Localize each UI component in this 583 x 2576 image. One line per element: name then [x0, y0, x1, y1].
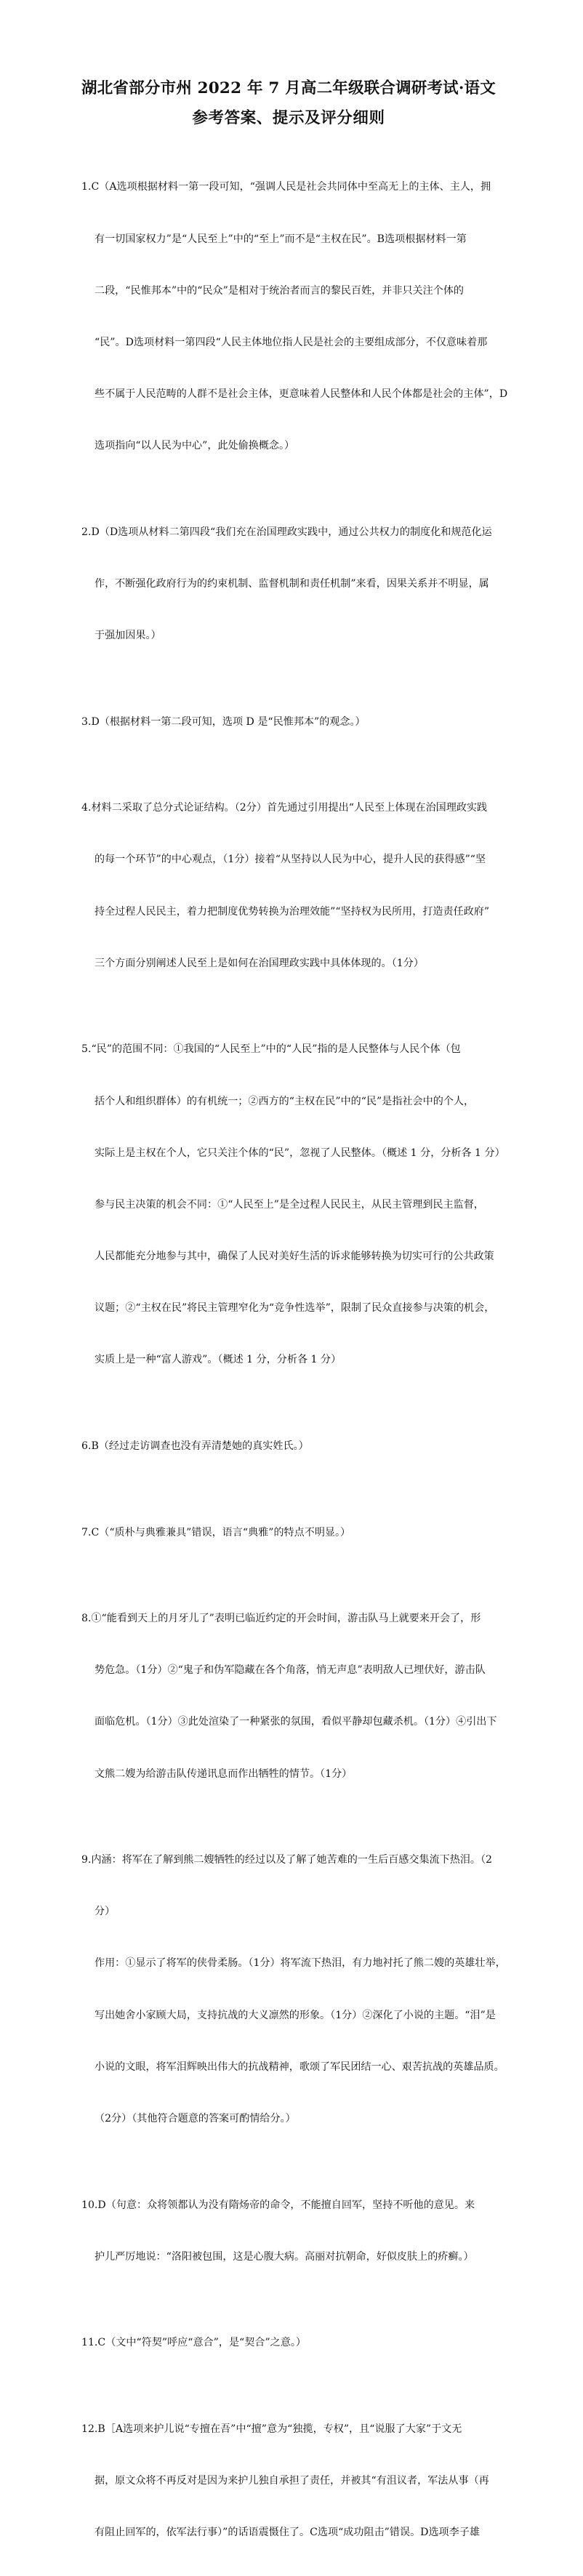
- answer-line: 面临危机。（1分）③此处渲染了一种紧张的氛围，看似平静却包藏杀机。（1分）④引出下: [95, 1716, 497, 1728]
- answer-3: [81, 679, 583, 766]
- answer-8: [81, 1576, 583, 1818]
- answer-line: 议题；②“主权在民”将民主管理窄化为“竞争性选举”，限制了民众直接参与决策的机会，: [95, 1302, 495, 1315]
- answer-line: 实际上是主权在个人，它只关注个体的“民”，忽视了人民整体。（概述 1 分，分析各 1 分）: [95, 1147, 505, 1159]
- answer-line: 选项指向“以人民为中心”，此处偷换概念。）: [95, 440, 295, 452]
- answer-line: 5.“民”的范围不同：①我国的“人民至上”中的“人民”指的是人民整体与人民个体（包: [81, 1043, 461, 1056]
- answer-line: 3.D（根据材料一第二段可知，选项 D 是“民惟邦本”的观念。）: [81, 715, 366, 728]
- answer-line: 写出她舍小家顾大局，支持抗战的大义凛然的形象。（1分）②深化了小说的主题。“泪”是: [95, 2009, 496, 2021]
- answer-line: 4.材料二采取了总分式论证结构。（2分）首先通过引用提出“人民至上体现在治国理政实践: [81, 802, 488, 814]
- answer-line: 人民都能充分地参与其中，确保了人民对美好生活的诉求能够转换为切实可行的公共政策: [95, 1251, 494, 1262]
- answer-line: 有一切国家权力”是“人民至上”中的“至上”而不是“主权在民”。B选项根据材料一第: [95, 233, 467, 245]
- answer-5: [81, 1007, 583, 1404]
- answer-line: 护儿严厉地说：“洛阳被包围，这是心腹大病。高丽对抗朝命，好似皮肤上的疥癣。）: [95, 2250, 474, 2263]
- answer-line: 分）: [95, 1906, 116, 1918]
- answer-line: 据，原文众将不再反对是因为来护儿独自承担了责任，并被其“有沮议者，军法从事（再: [95, 2475, 489, 2487]
- answer-9: [81, 1818, 583, 2162]
- answer-line: 10.D（句意：众将领都认为没有隋炀帝的命令，不能擅自回军，坚持不听他的意见。来: [81, 2199, 475, 2211]
- answer-line: 6.B（经过走访调查也没有弄清楚她的真实姓氏。）: [81, 1440, 309, 1452]
- document-subtitle: 参考答案、提示及评分细则: [192, 109, 385, 127]
- answer-line: 的每一个环节”的中心观点，（1分）接着“从坚持以人民为中心，提升人民的获得感”“坚: [95, 854, 486, 866]
- answer-11: [81, 2300, 583, 2387]
- answer-12: [81, 2386, 583, 2576]
- answer-line: 7.C（“质朴与典雅兼具”错误，语言“典雅”的特点不明显。）: [81, 1526, 351, 1538]
- answer-line: 11.C（文中“符契”呼应“意合”，是“契合”之意。）: [81, 2337, 306, 2349]
- answer-4: [81, 766, 583, 1007]
- answer-line: 有阻止回军的，依军法行事）”的话语震慑住了。C选项“成功阻击”错误。D选项李子雄: [95, 2527, 480, 2539]
- answer-line: 作用：①显示了将军的侠骨柔肠。（1分）将军流下热泪，有力地衬托了熊二嫂的英雄壮举，: [95, 1957, 506, 1970]
- answer-line: 文熊二嫂为给游击队传递讯息而作出牺牲的情节。（1分）: [95, 1768, 353, 1780]
- answer-line: 些不属于人民范畴的人群不是社会主体，更意味着人民整体和人民个体都是社会的主体”，D: [95, 388, 508, 401]
- answer-10: [81, 2162, 583, 2300]
- answer-1: [81, 145, 583, 489]
- answer-line: 1.C（A选项根据材料一第一段可知，“强调人民是社会共同体中至高无上的主体、主人，拥: [81, 181, 491, 193]
- answer-line: 于强加因果。）: [95, 630, 161, 642]
- answer-line: 小说的文眼，将军泪辉映出伟大的抗战精神，歌颂了军民团结一心、艰苦抗战的英雄品质。: [95, 2061, 504, 2073]
- answer-line: 参与民主决策的机会不同：①“人民至上”是全过程人民民主，从民主管理到民主监督，: [95, 1198, 484, 1211]
- answer-line: 二段，“民惟邦本”中的“民众”是相对于统治者而言的黎民百姓，并非只关注个体的: [95, 284, 465, 297]
- answer-line: 三个方面分别阐述人民至上是如何在治国理政实践中具体体现的。（1分）: [95, 957, 424, 969]
- answer-line: 9.内涵：将军在了解到熊二嫂牺牲的经过以及了解了她苦难的一生后百感交集流下热泪。（2: [81, 1854, 493, 1866]
- document-title: 湖北省部分市州 2022 年 7 月高二年级联合调研考试·语文: [81, 79, 496, 97]
- answer-line: 作，不断强化政府行为的约束机制、监督机制和责任机制”来看，因果关系并不明显，属: [95, 577, 489, 590]
- answer-line: “民”。D选项材料一第四段“人民主体地位指人民是社会的主要组成部分，不仅意味着那: [95, 336, 488, 348]
- answer-6: [81, 1403, 583, 1490]
- answer-line: 持全过程人民民主，着力把制度优势转换为治理效能”“坚持权为民所用，打造责任政府”: [95, 905, 490, 918]
- answer-line: 括个人和组织群体）的有机统一；②西方的“主权在民”中的“民”是指社会中的个人，: [95, 1095, 475, 1107]
- answer-2: [81, 489, 583, 679]
- answer-list: [81, 145, 583, 2576]
- answer-line: （2分）（其他符合题意的答案可酌情给分。）: [95, 2112, 296, 2124]
- answer-line: 8.①“能看到天上的月牙儿了”表明已临近约定的开会时间，游击队马上就要来开会了，形: [81, 1613, 481, 1625]
- answer-7: [81, 1490, 583, 1576]
- answer-line: 实质上是一种“富人游戏”。（概述 1 分，分析各 1 分）: [95, 1354, 342, 1366]
- answer-line: 12.B［A选项来护儿说“专擅在吾”中“擅”意为“独揽，专权”，且“说服了大家”于文无: [81, 2423, 462, 2435]
- answer-line: 2.D（D选项从材料二第四段“我们充在治国理政实践中，通过公共权力的制度化和规范化运: [81, 526, 492, 538]
- answer-line: 势危急。（1分）②“鬼子和伪军隐藏在各个角落，悄无声息”表明敌人已埋伏好，游击队: [95, 1664, 486, 1677]
